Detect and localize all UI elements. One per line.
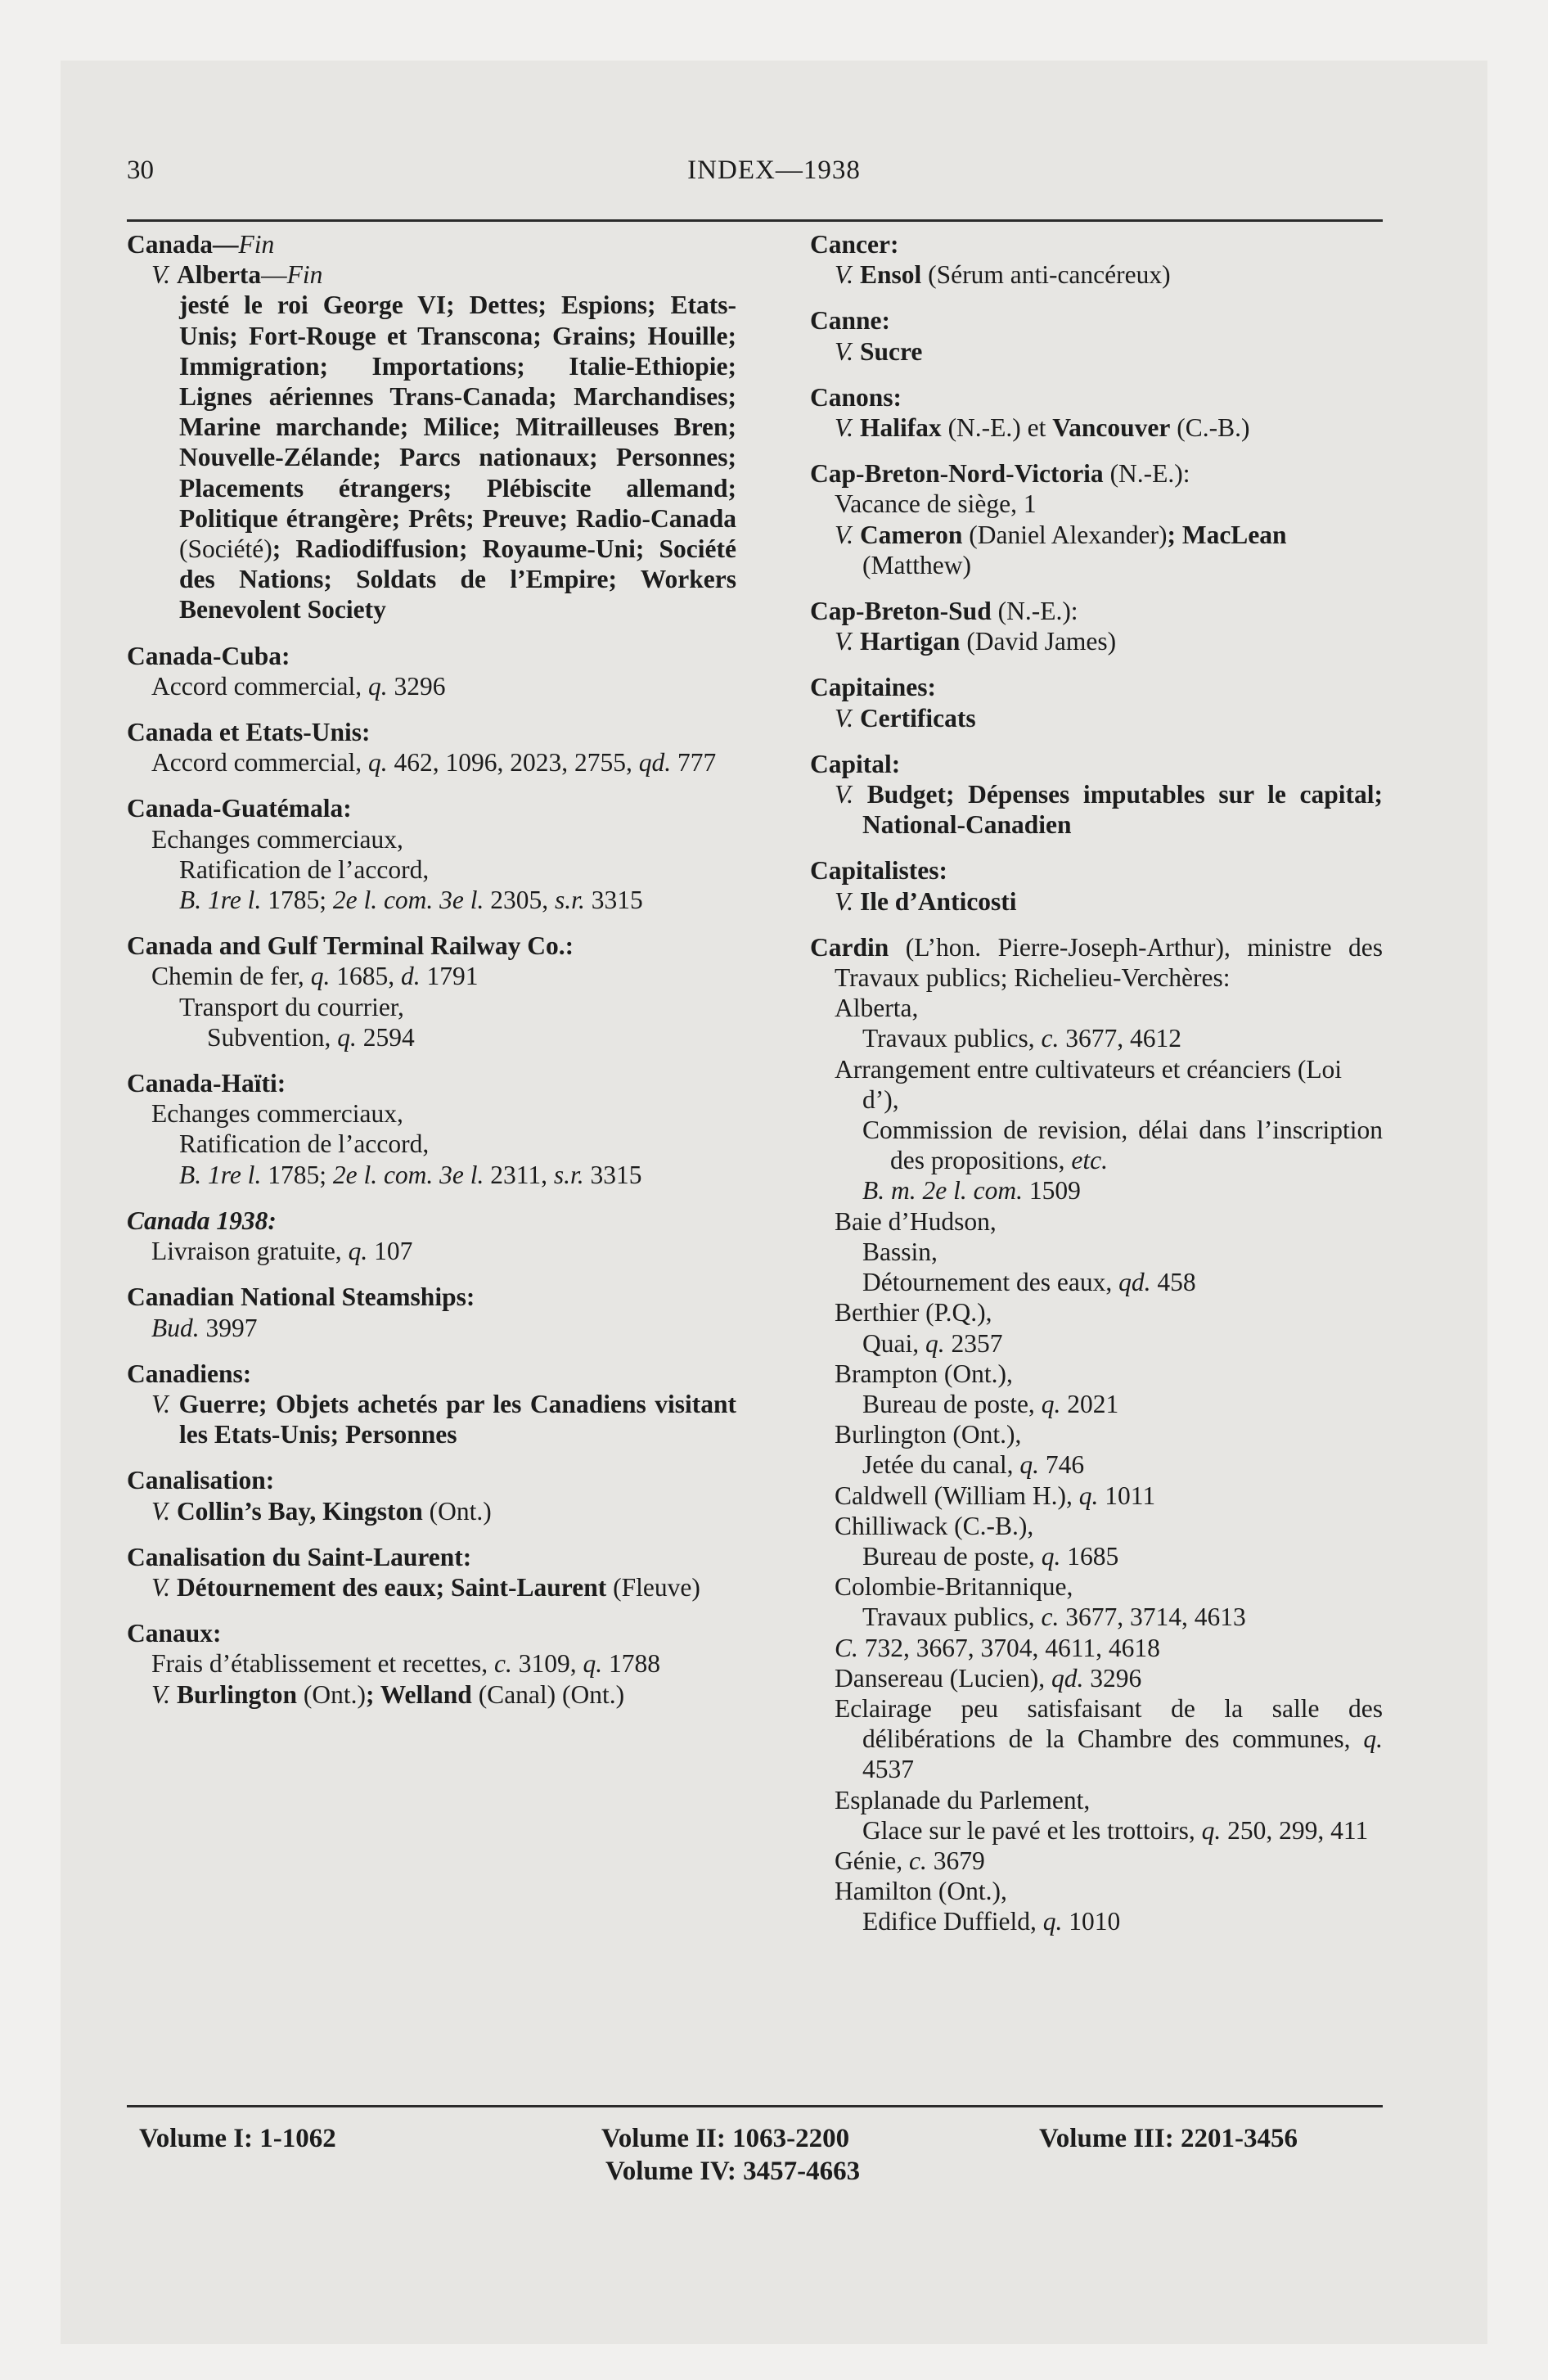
index-entry: B. 1re l. 1785; 2e l. com. 3e l. 2311, s.r. 3315 [179,1160,642,1189]
footer-volume-4: Volume IV: 3457-4663 [605,2157,861,2186]
index-entry: Quai, q. 2357 [862,1328,1003,1358]
index-heading: Canada and Gulf Terminal Railway Co.: [127,931,574,961]
index-entry: Brampton (Ont.), [835,1359,1013,1388]
index-heading: Canadian National Steamships: [127,1282,475,1312]
index-entry: Edifice Duffield, q. 1010 [862,1907,1121,1936]
footer-volume-3: Volume III: 2201-3456 [1039,2124,1298,2153]
index-column-left [127,229,736,1710]
index-entry: Livraison gratuite, q. 107 [151,1237,413,1266]
index-entry: Vacance de siège, 1 [835,489,1037,519]
index-entry: Jetée du canal, q. 746 [862,1450,1085,1480]
index-entry: V. Détournement des eaux; Saint-Laurent (Fleuve) [151,1572,700,1602]
index-heading: Canada 1938: [127,1206,277,1235]
index-entry: Transport du courrier, [179,992,404,1021]
index-entry: Frais d’établissement et recettes, c. 3109, q. 1788 [151,1649,660,1679]
index-entry: B. m. 2e l. com. 1509 [862,1176,1081,1206]
index-heading: Cardin (L’hon. Pierre-Joseph-Arthur), ministre des Travaux publics; Richelieu-Verchères: [810,932,1383,993]
index-entry: Accord commercial, q. 3296 [151,671,446,701]
index-entry: V. Burlington (Ont.); Welland (Canal) (Ont.) [151,1679,625,1709]
index-heading: Capitalistes: [810,856,947,886]
index-entry: Esplanade du Parlement, [835,1785,1091,1814]
index-heading: Canada et Etats-Unis: [127,718,371,747]
index-heading: Canons: [810,382,902,412]
index-entry: V. Cameron (Daniel Alexander); MacLean (Matthew) [835,520,1287,579]
index-heading: Canalisation: [127,1466,275,1495]
index-entry: Berthier (P.Q.), [835,1298,992,1327]
footer-volume-1: Volume I: 1-1062 [139,2124,336,2153]
index-entry: Echanges commerciaux, [151,824,403,854]
index-heading: Canne: [810,306,891,336]
index-entry: V. Budget; Dépenses imputables sur le capital; National-Canadien [835,780,1383,840]
index-entry: Ratification de l’accord, [179,1129,430,1159]
index-entry: V. Guerre; Objets achetés par les Canadiens visitant les Etats-Unis; Personnes [151,1389,737,1449]
page-number: 30 [127,156,154,185]
index-entry: V. Ensol (Sérum anti-cancéreux) [835,260,1171,290]
index-entry: Eclairage peu satisfaisant de la salle des délibérations de la Chambre des communes, q. 4537 [835,1693,1383,1784]
header-rule [127,219,1383,222]
index-entry: Dansereau (Lucien), qd. 3296 [835,1663,1142,1693]
index-heading: Canalisation du Saint-Laurent: [127,1542,472,1571]
index-entry: Glace sur le pavé et les trottoirs, q. 250, 299, 411 [862,1815,1369,1845]
footer-volume-2: Volume II: 1063-2200 [601,2124,850,2153]
index-entry: C. 732, 3667, 3704, 4611, 4618 [835,1633,1160,1662]
index-entry: Burlington (Ont.), [835,1420,1022,1449]
index-heading: Canada-Haïti: [127,1069,286,1098]
index-entry: Arrangement entre cultivateurs et créanciers (Loi d’), [835,1054,1343,1114]
index-entry: V. Ile d’Anticosti [835,886,1017,916]
index-entry: Bureau de poste, q. 2021 [862,1389,1119,1418]
index-entry: Colombie-Britannique, [835,1572,1073,1602]
index-entry: Accord commercial, q. 462, 1096, 2023, 2755, qd. 777 [151,748,717,778]
page-title: INDEX—1938 [687,156,861,185]
index-heading: Cap-Breton-Sud (N.-E.): [810,597,1078,626]
index-entry: Caldwell (William H.), q. 1011 [835,1481,1156,1510]
index-entry: B. 1re l. 1785; 2e l. com. 3e l. 2305, s.r. 3315 [179,886,643,915]
index-entry: Chilliwack (C.-B.), [835,1511,1034,1540]
index-entry: Echanges commerciaux, [151,1099,403,1129]
index-heading: Canada-Guatémala: [127,794,352,823]
index-entry: V. Collin’s Bay, Kingston (Ont.) [151,1496,492,1526]
index-entry: V. Halifax (N.-E.) et Vancouver (C.-B.) [835,413,1250,443]
index-heading: Canada-Cuba: [127,641,290,670]
index-entry: V. Certificats [835,703,976,732]
index-entry: Génie, c. 3679 [835,1846,985,1875]
index-heading: Canada—Fin [127,230,275,259]
index-entry: Bureau de poste, q. 1685 [862,1541,1119,1571]
index-heading: Canaux: [127,1619,222,1648]
index-entry: Détournement des eaux, qd. 458 [862,1268,1196,1297]
index-entry: Chemin de fer, q. 1685, d. 1791 [151,962,479,991]
index-entry: Bassin, [862,1237,938,1266]
index-entry: Travaux publics, c. 3677, 4612 [862,1024,1181,1053]
index-entry: V. Alberta—Fin [151,260,323,290]
index-entry: Alberta, [835,994,919,1023]
index-heading: Cancer: [810,230,899,259]
index-heading: Capital: [810,749,901,778]
index-heading: Cap-Breton-Nord-Victoria (N.-E.): [810,459,1190,489]
index-entry: Baie d’Hudson, [835,1206,997,1236]
index-column-right [810,229,1383,1937]
index-entry: Travaux publics, c. 3677, 3714, 4613 [862,1602,1246,1632]
index-entry: V. Hartigan (David James) [835,627,1117,656]
index-entry: jesté le roi George VI; Dettes; Espions; Etats-Unis; Fort-Rouge et Transcona; Grains; Houille; Immigration; Importations; Italie-Ethiopie; Lignes aériennes Trans-Canada; Marchandises; Marine marchande; Milice; Mitrailleuses Bren; Nouvelle-Zélande; Parcs nationaux; Personnes; Placements étrangers; Plébiscite allemand; Politique étrangère; Prêts; Preuve; Radio-Canada (Société); Radiodiffusion; Royaume-Uni; Société des Nations; Soldats de l’Empire; Workers Benevolent Society [179,291,736,624]
footer-rule [127,2105,1383,2107]
index-entry: Bud. 3997 [151,1313,258,1342]
index-entry: Hamilton (Ont.), [835,1877,1007,1906]
index-entry: V. Sucre [835,336,923,366]
index-entry: Commission de revision, délai dans l’inscription des propositions, etc. [862,1116,1383,1175]
index-heading: Canadiens: [127,1359,252,1388]
index-entry: Subvention, q. 2594 [207,1022,415,1052]
index-entry: Ratification de l’accord, [179,854,430,884]
index-heading: Capitaines: [810,673,937,702]
